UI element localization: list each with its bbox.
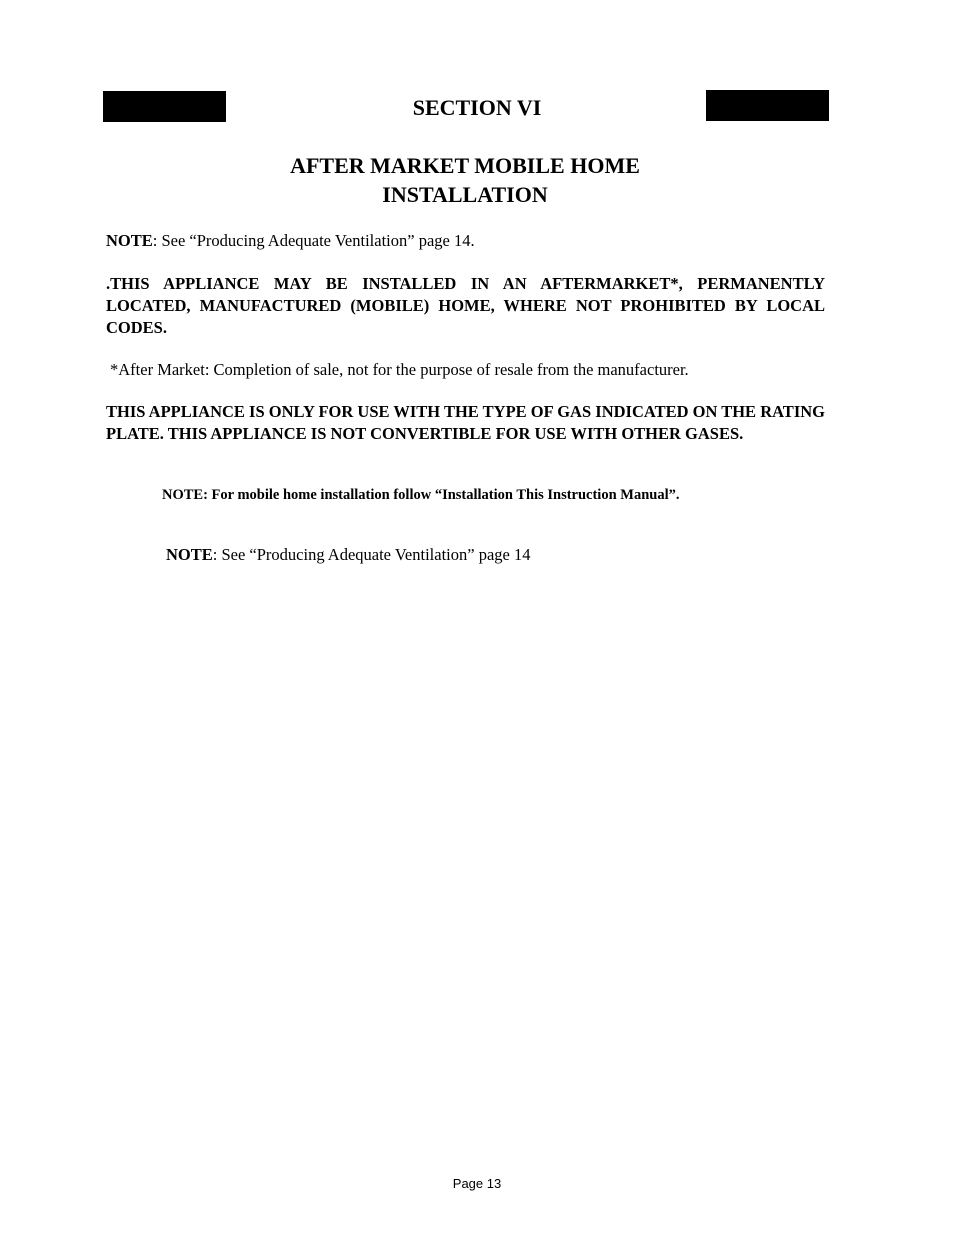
document-title-line-2: INSTALLATION	[382, 182, 548, 207]
document-title-line-1: AFTER MARKET MOBILE HOME	[290, 153, 640, 178]
page-number: Page 13	[452, 1176, 502, 1191]
mobile-home-note: NOTE: For mobile home installation follow “Installation This Instruction Manual”.	[162, 487, 680, 503]
note-text: : See “Producing Adequate Ventilation” page 14	[212, 545, 531, 564]
installation-permission-paragraph: .THIS APPLIANCE MAY BE INSTALLED IN AN AFTERMARKET*, PERMANENTLY LOCATED, MANUFACTURED (MOBILE) HOME, WHERE NOT PROHIBITED BY LOCAL CODES.	[106, 274, 825, 337]
note-label: NOTE	[166, 545, 213, 564]
aftermarket-definition: *After Market: Completion of sale, not for the purpose of resale from the manufacturer.	[110, 360, 689, 379]
gas-type-warning: THIS APPLIANCE IS ONLY FOR USE WITH THE TYPE OF GAS INDICATED ON THE RATING PLATE. THIS APPLIANCE IS NOT CONVERTIBLE FOR USE WITH OTHER GASES.	[106, 402, 825, 443]
ventilation-note	[106, 230, 825, 252]
ventilation-note-repeat	[166, 544, 766, 566]
note-text: : See “Producing Adequate Ventilation” page 14.	[152, 231, 475, 250]
document-title	[0, 151, 930, 209]
section-title: SECTION VI	[412, 95, 542, 120]
note-label: NOTE	[106, 231, 153, 250]
